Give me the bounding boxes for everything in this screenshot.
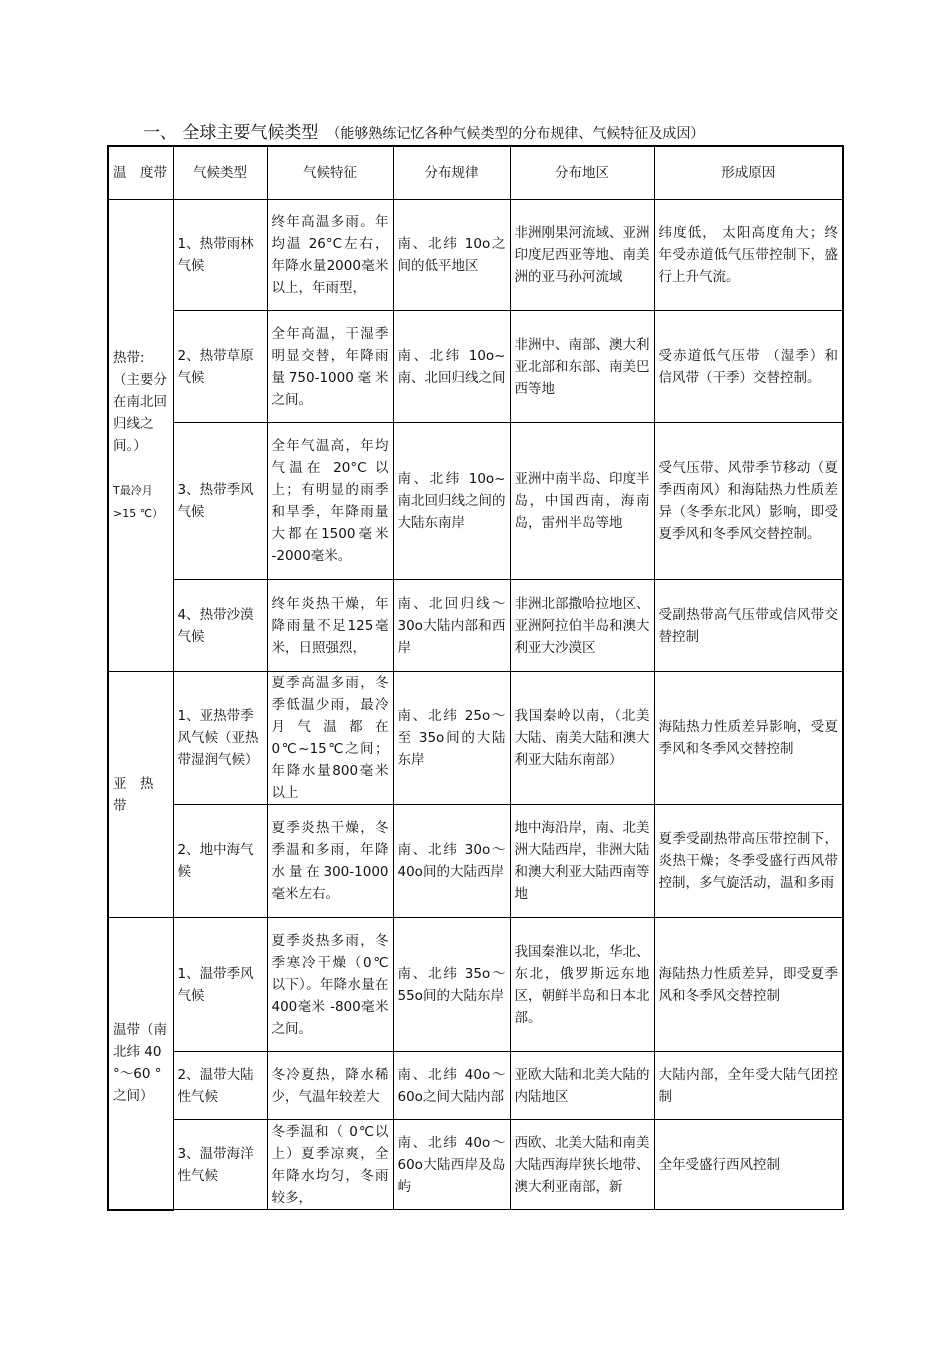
distribution-rule: 南、北纬 25o～至 35o间的大陆东岸 <box>393 672 510 805</box>
formation-cause: 海陆热力性质差异，即受夏季风和冬季风交替控制 <box>654 918 843 1052</box>
table-header-row <box>108 146 843 200</box>
header-feature: 气候特征 <box>267 146 393 200</box>
zone-subtropical: 亚 热 带 <box>108 672 173 918</box>
climate-feature: 终年炎热干燥，年降雨量不足125毫米，日照强烈， <box>267 580 393 672</box>
formation-cause: 海陆热力性质差异影响，受夏季风和冬季风交替控制 <box>654 672 843 805</box>
formation-cause: 夏季受副热带高压带控制下，炎热干燥；冬季受盛行西风带控制，多气旋活动，温和多雨 <box>654 805 843 918</box>
table-row <box>108 200 843 311</box>
climate-type: 3、热带季风气候 <box>173 423 267 580</box>
distribution-area: 我国秦淮以北，华北、东北，俄罗斯远东地区，朝鲜半岛和日本北部。 <box>510 918 654 1052</box>
formation-cause: 大陆内部，全年受大陆气团控制 <box>654 1052 843 1120</box>
table-row <box>108 805 843 918</box>
climate-feature: 全年高温，干湿季明显交替，年降雨量750-1000毫米之间。 <box>267 311 393 423</box>
formation-cause: 纬度低， 太阳高度角大；终年受赤道低气压带控制下，盛行上升气流。 <box>654 200 843 311</box>
header-rule: 分布规律 <box>393 146 510 200</box>
distribution-area: 我国秦岭以南，（北美大陆、南美大陆和澳大利亚大陆东南部） <box>510 672 654 805</box>
climate-type: 2、热带草原气候 <box>173 311 267 423</box>
climate-feature: 夏季高温多雨，冬季低温少雨，最冷月气温都在 0℃~15℃之间；年降水量800毫米以上 <box>267 672 393 805</box>
header-type: 气候类型 <box>173 146 267 200</box>
distribution-rule: 南、北纬 40o～60o大陆西岸及岛屿 <box>393 1120 510 1210</box>
table-row <box>108 580 843 672</box>
zone-temperate: 温带（南北纬 40 °～60 °之间） <box>108 918 173 1210</box>
formation-cause: 受气压带、风带季节移动（夏季西南风）和海陆热力性质差异（冬季东北风）影响，即受夏季风和冬季风交替控制。 <box>654 423 843 580</box>
distribution-rule: 南、北纬 10o~南、北回归线之间 <box>393 311 510 423</box>
climate-type: 1、热带雨林气候 <box>173 200 267 311</box>
table-row <box>108 311 843 423</box>
climate-feature: 夏季炎热干燥，冬季温和多雨，年降水量在300-1000毫米左右。 <box>267 805 393 918</box>
distribution-rule: 南、北纬 10o之间的低平地区 <box>393 200 510 311</box>
distribution-area: 非洲刚果河流域、亚洲印度尼西亚等地、南美洲的亚马孙河流域 <box>510 200 654 311</box>
climate-type: 3、温带海洋性气候 <box>173 1120 267 1210</box>
distribution-rule: 南、北回归线～ 30o大陆内部和西岸 <box>393 580 510 672</box>
climate-feature: 冬冷夏热，降水稀少，气温年较差大 <box>267 1052 393 1120</box>
climate-type: 2、温带大陆性气候 <box>173 1052 267 1120</box>
climate-feature: 冬季温和（ 0℃以上）夏季凉爽，全年降水均匀，冬雨较多， <box>267 1120 393 1210</box>
distribution-area: 西欧、北美大陆和南美大陆西海岸狭长地带、澳大利亚南部，新 <box>510 1120 654 1210</box>
table-row <box>108 1120 843 1210</box>
formation-cause: 受副热带高气压带或信风带交替控制 <box>654 580 843 672</box>
header-cause: 形成原因 <box>654 146 843 200</box>
distribution-area: 亚洲中南半岛、印度半岛，中国西南，海南岛，雷州半岛等地 <box>510 423 654 580</box>
zone-label: 热带:（主要分在南北回归线之间。） <box>113 349 167 454</box>
climate-type: 1、温带季风气候 <box>173 918 267 1052</box>
formation-cause: 全年受盛行西风控制 <box>654 1120 843 1210</box>
climate-feature: 全年气温高，年均气温在 20°C 以上；有明显的雨季和旱季，年降雨量大都在1500毫米 -2000毫米。 <box>267 423 393 580</box>
climate-type: 1、亚热带季风气候（亚热带湿润气候） <box>173 672 267 805</box>
page-heading <box>143 118 704 143</box>
distribution-area: 非洲北部撒哈拉地区、亚洲阿拉伯半岛和澳大利亚大沙漠区 <box>510 580 654 672</box>
distribution-rule: 南、北纬 40o～60o之间大陆内部 <box>393 1052 510 1120</box>
table-row <box>108 1052 843 1120</box>
climate-table <box>107 145 844 1211</box>
distribution-area: 地中海沿岸，南、北美洲大陆西岸，非洲大陆和澳大利亚大陆西南等地 <box>510 805 654 918</box>
heading-title: 一、 全球主要气候类型 <box>143 123 319 143</box>
distribution-rule: 南、北纬 10o~南北回归线之间的大陆东南岸 <box>393 423 510 580</box>
distribution-area: 非洲中、南部、澳大利亚北部和东部、南美巴西等地 <box>510 311 654 423</box>
climate-feature: 终年高温多雨。年均温 26°C左右，年降水量2000毫米以上，年雨型， <box>267 200 393 311</box>
header-zone: 温 度带 <box>108 146 173 200</box>
heading-note: （能够熟练记忆各种气候类型的分布规律、气候特征及成因） <box>326 126 705 142</box>
distribution-area: 亚欧大陆和北美大陆的内陆地区 <box>510 1052 654 1120</box>
formation-cause: 受赤道低气压带 （湿季）和信风带（干季）交替控制。 <box>654 311 843 423</box>
zone-temp-note: T最冷月 >15 ℃） <box>113 483 164 520</box>
distribution-rule: 南、北纬 35o～55o间的大陆东岸 <box>393 918 510 1052</box>
climate-type: 2、地中海气候 <box>173 805 267 918</box>
table-row <box>108 918 843 1052</box>
distribution-rule: 南、北纬 30o～40o间的大陆西岸 <box>393 805 510 918</box>
climate-type: 4、热带沙漠气候 <box>173 580 267 672</box>
header-area: 分布地区 <box>510 146 654 200</box>
table-row <box>108 423 843 580</box>
zone-tropical <box>108 200 173 672</box>
table-row <box>108 672 843 805</box>
climate-feature: 夏季炎热多雨，冬季寒冷干燥（0℃以下）。年降水量在 400毫米 -800毫米之间。 <box>267 918 393 1052</box>
